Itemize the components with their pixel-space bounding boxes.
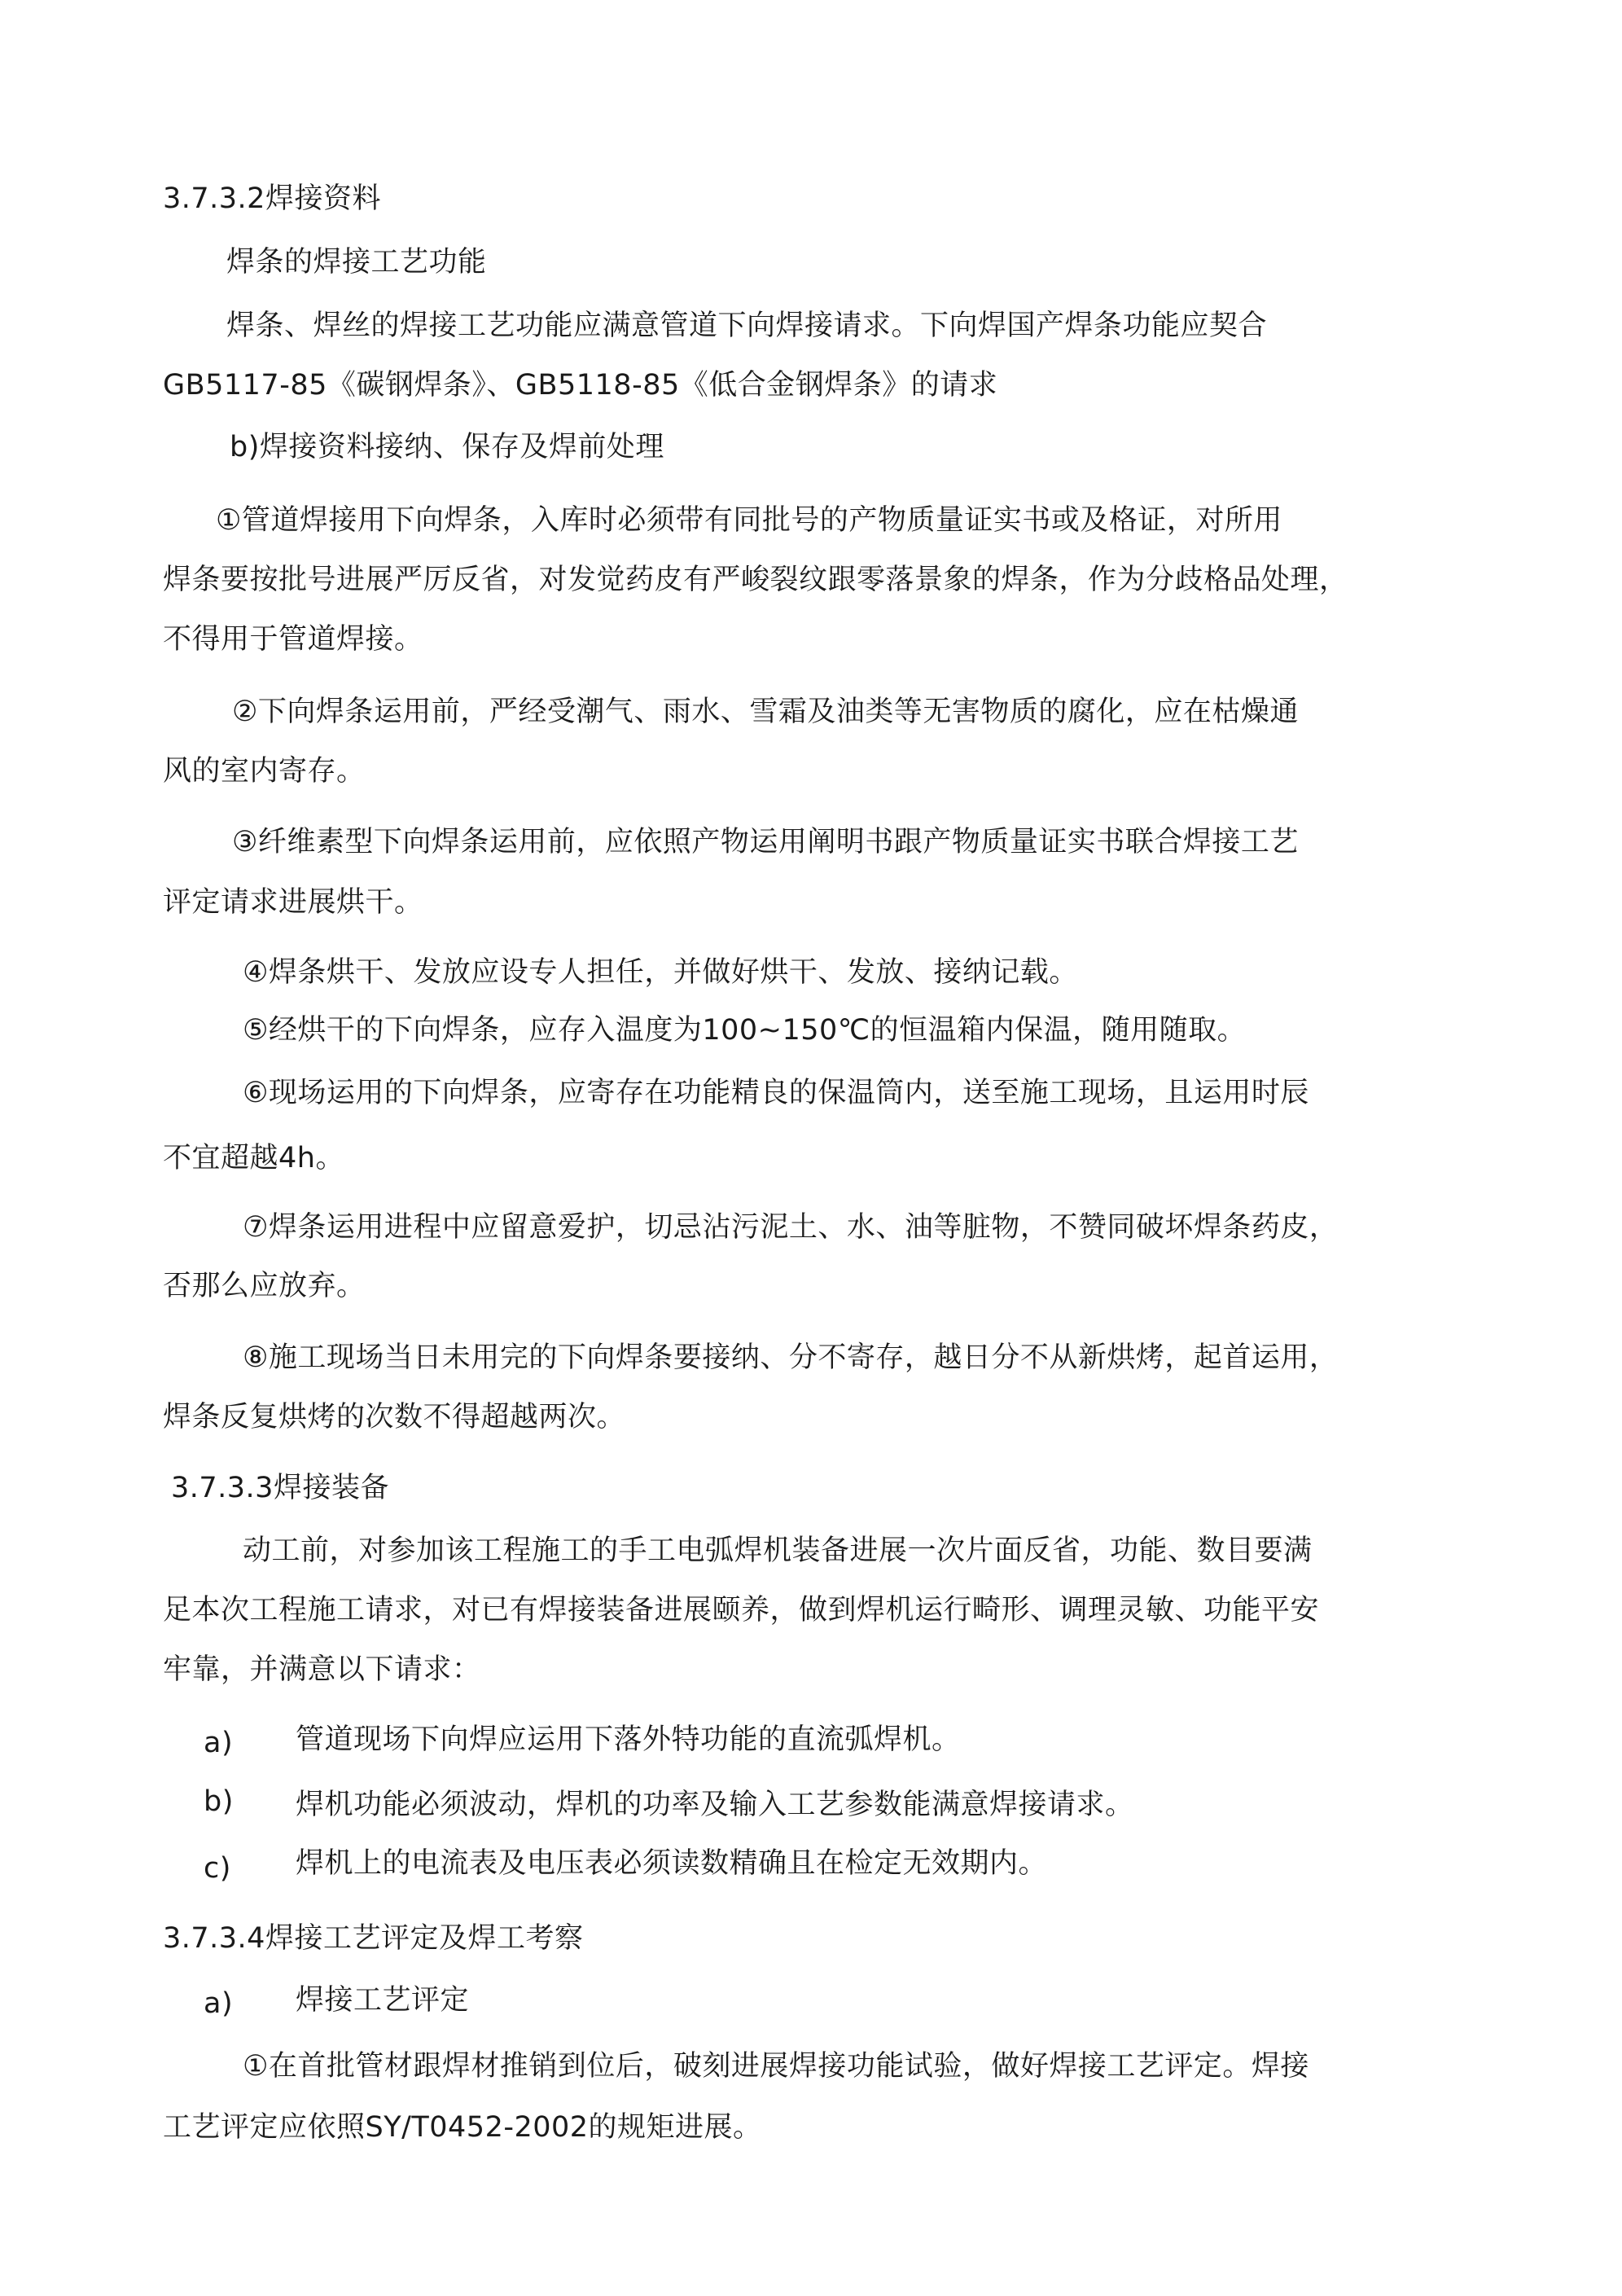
paragraph-line: 牢靠，并满意以下请求： xyxy=(163,1653,481,1686)
section-heading-3-7-3-2: 3.7.3.2焊接资料 xyxy=(163,182,381,215)
item-a-title: 焊条的焊接工艺功能 xyxy=(226,246,487,279)
paragraph-line: ⑦焊条运用进程中应留意爱护，切忌沾污泥土、水、油等脏物，不赞同破坏焊条药皮， xyxy=(243,1211,1339,1244)
paragraph-line: ③纤维素型下向焊条运用前，应依照产物运用阐明书跟产物质量证实书联合焊接工艺 xyxy=(232,826,1299,858)
paragraph-line: 动工前，对参加该工程施工的手工电弧焊机装备进展一次片面反省，功能、数目要满 xyxy=(243,1534,1313,1567)
paragraph-line: 足本次工程施工请求，对已有焊接装备进展颐养，做到焊机运行畸形、调理灵敏、功能平安 xyxy=(163,1594,1320,1627)
section-heading-3-7-3-3: 3.7.3.3焊接装备 xyxy=(171,1472,389,1504)
list-item-text: 焊机功能必须波动，焊机的功率及输入工艺参数能满意焊接请求。 xyxy=(296,1789,1134,1821)
list-marker: c) xyxy=(204,1852,231,1885)
list-item-text: 焊机上的电流表及电压表必须读数精确且在检定无效期内。 xyxy=(296,1847,1048,1880)
paragraph-line: 焊条反复烘烤的次数不得超越两次。 xyxy=(163,1401,626,1433)
paragraph-line: ⑤经烘干的下向焊条，应存入温度为100~150℃的恒温箱内保温，随用随取。 xyxy=(243,1014,1247,1047)
paragraph-line: 不得用于管道焊接。 xyxy=(163,623,423,656)
paragraph-line: 不宜超越4h。 xyxy=(163,1142,344,1174)
paragraph-line: ②下向焊条运用前，严经受潮气、雨水、雪霜及油类等无害物质的腐化，应在枯燥通 xyxy=(232,696,1299,728)
paragraph-line: ①管道焊接用下向焊条，入库时必须带有同批号的产物质量证实书或及格证，对所用 xyxy=(216,504,1282,537)
list-marker: b) xyxy=(204,1785,234,1818)
list-marker: a) xyxy=(204,1987,234,2020)
paragraph-line: ①在首批管材跟焊材推销到位后，破刻进展焊接功能试验，做好焊接工艺评定。焊接 xyxy=(243,2050,1309,2083)
section-heading-3-7-3-4: 3.7.3.4焊接工艺评定及焊工考察 xyxy=(163,1922,584,1955)
paragraph-line: 工艺评定应依照SY/T0452-2002的规矩进展。 xyxy=(163,2111,762,2144)
paragraph-line: ④焊条烘干、发放应设专人担任，并做好烘干、发放、接纳记载。 xyxy=(243,956,1078,989)
paragraph-line: 评定请求进展烘干。 xyxy=(163,886,423,919)
list-marker: a) xyxy=(204,1727,234,1759)
paragraph-line: 风的室内寄存。 xyxy=(163,755,366,788)
paragraph-line: 焊条要按批号进展严厉反省，对发觉药皮有严峻裂纹跟零落景象的焊条，作为分歧格品处理， xyxy=(163,564,1348,596)
paragraph-line: 否那么应放弃。 xyxy=(163,1270,366,1302)
list-item-text: 焊接工艺评定 xyxy=(296,1984,470,2017)
paragraph-line: ⑥现场运用的下向焊条，应寄存在功能精良的保温筒内，送至施工现场，且运用时辰 xyxy=(243,1077,1309,1109)
item-a-text-line: 焊条、焊丝的焊接工艺功能应满意管道下向焊接请求。下向焊国产焊条功能应契合 xyxy=(226,309,1268,342)
paragraph-line: ⑧施工现场当日未用完的下向焊条要接纳、分不寄存，越日分不从新烘烤，起首运用， xyxy=(243,1341,1339,1374)
item-a-text-line: GB5117-85《碳钢焊条》、GB5118-85《低合金钢焊条》的请求 xyxy=(163,369,998,402)
item-b-title: b)焊接资料接纳、保存及焊前处理 xyxy=(230,431,664,463)
list-item-text: 管道现场下向焊应运用下落外特功能的直流弧焊机。 xyxy=(296,1723,961,1756)
